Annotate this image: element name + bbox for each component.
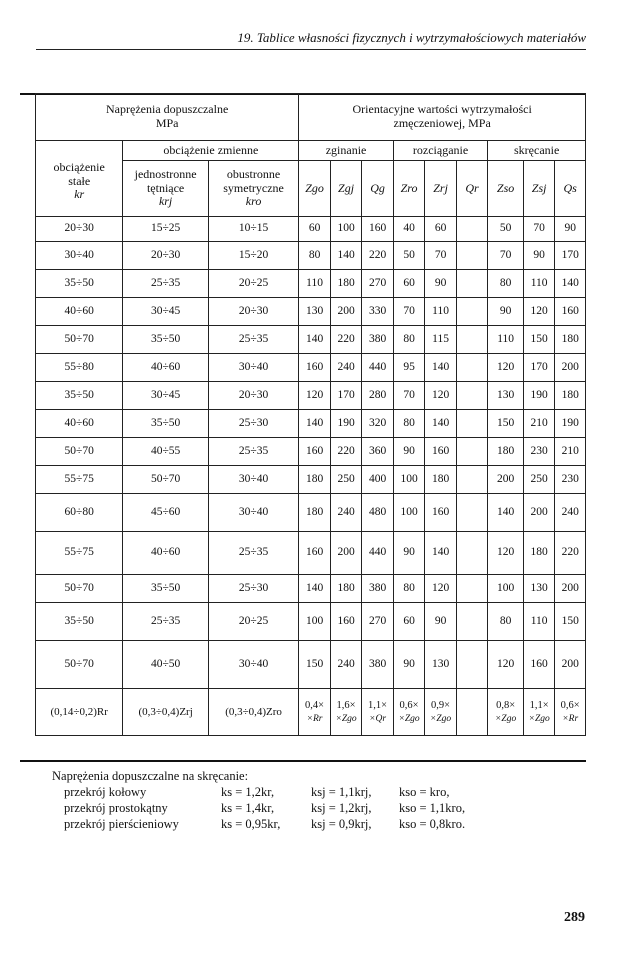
table-cell: 380 xyxy=(362,575,394,603)
table-cell: 250 xyxy=(523,466,555,494)
table-cell: 100 xyxy=(330,217,362,242)
table-cell: 15÷25 xyxy=(123,217,208,242)
table-cell: 440 xyxy=(362,354,394,382)
fatigue-strength-table-wrap xyxy=(35,93,586,736)
table-cell: 20÷30 xyxy=(208,382,299,410)
table-cell: 70 xyxy=(488,242,524,270)
table-cell: 140 xyxy=(488,494,524,532)
col-header-pulsating: jednostronne tętniące krj xyxy=(123,161,208,217)
table-cell: 480 xyxy=(362,494,394,532)
table-cell: 40÷60 xyxy=(36,410,123,438)
subheader-variable-load: obciążenie zmienne xyxy=(123,141,299,161)
table-cell: 35÷50 xyxy=(36,603,123,641)
table-cell: 240 xyxy=(330,641,362,689)
table-cell: 55÷75 xyxy=(36,532,123,575)
table-cell: 60 xyxy=(393,603,425,641)
table-cell: 90 xyxy=(393,641,425,689)
col-header-qr: Qr xyxy=(456,161,488,217)
torsion-notes xyxy=(52,768,489,832)
table-cell: 110 xyxy=(299,270,331,298)
table-cell: 50÷70 xyxy=(36,438,123,466)
table-row xyxy=(36,326,586,354)
table-cell: 60 xyxy=(393,270,425,298)
table-cell: 90 xyxy=(488,298,524,326)
table-cell: 55÷75 xyxy=(36,466,123,494)
col-header-qg: Qg xyxy=(362,161,394,217)
table-cell: 180 xyxy=(299,466,331,494)
table-cell: 55÷80 xyxy=(36,354,123,382)
table-cell: 115 xyxy=(425,326,457,354)
table-cell: 40÷60 xyxy=(36,298,123,326)
table-cell xyxy=(456,575,488,603)
table-cell: 45÷60 xyxy=(123,494,208,532)
table-cell: 120 xyxy=(425,382,457,410)
table-cell: 80 xyxy=(488,603,524,641)
coef-cell: 0,4× ×Rr xyxy=(299,689,331,736)
table-cell xyxy=(456,354,488,382)
table-cell: 170 xyxy=(330,382,362,410)
table-cell: 10÷15 xyxy=(208,217,299,242)
table-cell: 20÷25 xyxy=(208,603,299,641)
table-cell: 70 xyxy=(523,217,555,242)
cell-kr-formula: (0,14÷0,2)Rr xyxy=(36,689,123,736)
table-cell: 180 xyxy=(330,270,362,298)
table-cell: 160 xyxy=(299,438,331,466)
table-cell xyxy=(456,603,488,641)
table-cell xyxy=(456,641,488,689)
table-cell: 50÷70 xyxy=(123,466,208,494)
table-cell: 60÷80 xyxy=(36,494,123,532)
table-cell: 140 xyxy=(425,354,457,382)
running-header: 19. Tablice własności fizycznych i wytrzymałościowych materiałów xyxy=(237,30,586,45)
table-cell: 90 xyxy=(393,438,425,466)
table-cell: 60 xyxy=(299,217,331,242)
table-cell: 15÷20 xyxy=(208,242,299,270)
table-cell: 25÷35 xyxy=(208,532,299,575)
table-cell: 170 xyxy=(523,354,555,382)
table-cell: 270 xyxy=(362,270,394,298)
table-cell: 220 xyxy=(330,326,362,354)
table-row xyxy=(36,217,586,242)
table-cell: 120 xyxy=(488,532,524,575)
table-cell: 210 xyxy=(523,410,555,438)
table-cell: 200 xyxy=(555,641,586,689)
col-header-zrj: Zrj xyxy=(425,161,457,217)
notes-row: przekrój prostokątny ks = 1,4kr, ksj = 1,2krj, kso = 1,1kro, xyxy=(64,801,466,815)
table-cell: 140 xyxy=(299,575,331,603)
table-cell: 240 xyxy=(555,494,586,532)
table-cell: 25÷35 xyxy=(208,438,299,466)
table-cell: 20÷30 xyxy=(208,298,299,326)
table-cell: 190 xyxy=(523,382,555,410)
table-cell: 160 xyxy=(330,603,362,641)
table-bottom-rule xyxy=(20,760,586,762)
table-cell: 200 xyxy=(330,532,362,575)
table-row xyxy=(36,298,586,326)
page-number: 289 xyxy=(564,910,585,925)
table-cell xyxy=(456,466,488,494)
table-cell: 120 xyxy=(488,641,524,689)
table-cell: 80 xyxy=(299,242,331,270)
table-row xyxy=(36,242,586,270)
table-cell: 110 xyxy=(523,603,555,641)
table-cell: 40÷60 xyxy=(123,532,208,575)
table-cell: 140 xyxy=(299,410,331,438)
col-header-zgj: Zgj xyxy=(330,161,362,217)
table-cell: 35÷50 xyxy=(36,382,123,410)
table-row xyxy=(36,494,586,532)
table-cell xyxy=(456,270,488,298)
table-cell xyxy=(456,410,488,438)
table-cell: 100 xyxy=(299,603,331,641)
table-cell: 20÷30 xyxy=(36,217,123,242)
table-cell xyxy=(456,326,488,354)
table-cell: 30÷40 xyxy=(36,242,123,270)
table-cell: 180 xyxy=(330,575,362,603)
table-cell xyxy=(456,438,488,466)
table-cell: 35÷50 xyxy=(123,326,208,354)
table-cell: 50÷70 xyxy=(36,575,123,603)
table-cell: 160 xyxy=(523,641,555,689)
table-cell: 90 xyxy=(523,242,555,270)
table-row xyxy=(36,466,586,494)
table-cell: 250 xyxy=(330,466,362,494)
table-cell: 160 xyxy=(555,298,586,326)
col-header-zsj: Zsj xyxy=(523,161,555,217)
table-cell: 140 xyxy=(425,532,457,575)
table-cell: 50 xyxy=(488,217,524,242)
table-cell: 40÷50 xyxy=(123,641,208,689)
table-cell: 40÷55 xyxy=(123,438,208,466)
table-cell: 90 xyxy=(425,270,457,298)
table-cell: 50÷70 xyxy=(36,326,123,354)
group-header-fatigue: Orientacyjne wartości wytrzymałości zmęczeniowej, MPa xyxy=(299,94,586,141)
notes-row: przekrój kołowy ks = 1,2kr, ksj = 1,1krj, kso = kro, xyxy=(64,785,450,799)
table-cell: 70 xyxy=(393,298,425,326)
table-cell: 50÷70 xyxy=(36,641,123,689)
table-cell: 30÷45 xyxy=(123,298,208,326)
table-cell: 70 xyxy=(393,382,425,410)
table-cell: 150 xyxy=(555,603,586,641)
table-cell: 80 xyxy=(393,575,425,603)
col-header-zro: Zro xyxy=(393,161,425,217)
table-cell: 35÷50 xyxy=(36,270,123,298)
coef-cell: 0,9× ×Zgo xyxy=(425,689,457,736)
table-cell: 50 xyxy=(393,242,425,270)
col-header-zso: Zso xyxy=(488,161,524,217)
table-cell: 200 xyxy=(555,354,586,382)
table-cell: 330 xyxy=(362,298,394,326)
table-cell: 180 xyxy=(555,382,586,410)
table-cell: 120 xyxy=(425,575,457,603)
coef-cell xyxy=(456,689,488,736)
table-cell: 90 xyxy=(555,217,586,242)
table-cell: 150 xyxy=(523,326,555,354)
table-cell: 140 xyxy=(555,270,586,298)
table-row xyxy=(36,382,586,410)
coef-cell: 0,6× ×Rr xyxy=(555,689,586,736)
table-row xyxy=(36,532,586,575)
table-cell: 180 xyxy=(488,438,524,466)
table-cell: 180 xyxy=(523,532,555,575)
col-header-alternating: obustronne symetryczne kro xyxy=(208,161,299,217)
table-cell: 130 xyxy=(488,382,524,410)
subheader-torsion: skręcanie xyxy=(488,141,586,161)
coef-cell: 0,8× ×Zgo xyxy=(488,689,524,736)
subheader-bending: zginanie xyxy=(299,141,394,161)
table-cell: 100 xyxy=(393,466,425,494)
table-cell: 100 xyxy=(488,575,524,603)
table-cell: 110 xyxy=(425,298,457,326)
table-cell: 120 xyxy=(523,298,555,326)
table-cell: 70 xyxy=(425,242,457,270)
notes-row: przekrój pierścieniowy ks = 0,95kr, ksj = 0,9krj, kso = 0,8kro. xyxy=(64,817,466,831)
table-cell: 150 xyxy=(299,641,331,689)
table-cell: 200 xyxy=(330,298,362,326)
header-rule xyxy=(36,49,586,50)
table-cell: 160 xyxy=(362,217,394,242)
table-cell xyxy=(456,242,488,270)
table-body xyxy=(36,217,586,689)
table-cell xyxy=(456,382,488,410)
table-cell: 60 xyxy=(425,217,457,242)
table-cell: 230 xyxy=(523,438,555,466)
table-row-formula xyxy=(36,689,586,736)
table-cell: 40÷60 xyxy=(123,354,208,382)
cell-kro-formula: (0,3÷0,4)Zro xyxy=(208,689,299,736)
table-cell: 360 xyxy=(362,438,394,466)
table-cell: 190 xyxy=(330,410,362,438)
table-cell: 30÷40 xyxy=(208,466,299,494)
table-cell: 150 xyxy=(488,410,524,438)
table-cell: 160 xyxy=(299,354,331,382)
subheader-tension: rozciąganie xyxy=(393,141,488,161)
table-cell: 400 xyxy=(362,466,394,494)
table-cell: 25÷35 xyxy=(123,270,208,298)
table-cell: 25÷30 xyxy=(208,575,299,603)
table-cell: 30÷40 xyxy=(208,354,299,382)
table-cell: 40 xyxy=(393,217,425,242)
table-cell: 25÷35 xyxy=(123,603,208,641)
table-cell: 190 xyxy=(555,410,586,438)
table-cell: 95 xyxy=(393,354,425,382)
table-row xyxy=(36,575,586,603)
col-header-qs: Qs xyxy=(555,161,586,217)
table-cell: 130 xyxy=(523,575,555,603)
table-cell: 270 xyxy=(362,603,394,641)
table-cell xyxy=(456,532,488,575)
table-cell: 200 xyxy=(555,575,586,603)
table-cell: 80 xyxy=(488,270,524,298)
table-cell: 210 xyxy=(555,438,586,466)
table-cell: 180 xyxy=(299,494,331,532)
table-cell xyxy=(456,494,488,532)
table-cell: 30÷40 xyxy=(208,641,299,689)
table-cell: 440 xyxy=(362,532,394,575)
table-cell xyxy=(456,217,488,242)
table-cell: 130 xyxy=(425,641,457,689)
table-cell: 240 xyxy=(330,494,362,532)
table-cell: 200 xyxy=(523,494,555,532)
table-cell: 110 xyxy=(488,326,524,354)
table-cell: 380 xyxy=(362,641,394,689)
cell-krj-formula: (0,3÷0,4)Zrj xyxy=(123,689,208,736)
table-cell: 100 xyxy=(393,494,425,532)
table-cell: 25÷30 xyxy=(208,410,299,438)
table-cell: 20÷25 xyxy=(208,270,299,298)
table-cell: 220 xyxy=(362,242,394,270)
table-cell: 180 xyxy=(555,326,586,354)
table-cell: 140 xyxy=(425,410,457,438)
table-row xyxy=(36,641,586,689)
table-cell: 160 xyxy=(425,494,457,532)
coef-cell: 1,6× ×Zgo xyxy=(330,689,362,736)
table-cell: 220 xyxy=(330,438,362,466)
table-cell: 280 xyxy=(362,382,394,410)
table-cell: 320 xyxy=(362,410,394,438)
table-row xyxy=(36,603,586,641)
table-cell: 90 xyxy=(425,603,457,641)
table-cell: 35÷50 xyxy=(123,410,208,438)
table-cell: 35÷50 xyxy=(123,575,208,603)
table-row xyxy=(36,438,586,466)
table-cell: 140 xyxy=(330,242,362,270)
table-cell: 80 xyxy=(393,410,425,438)
table-cell: 30÷45 xyxy=(123,382,208,410)
col-header-zgo: Zgo xyxy=(299,161,331,217)
table-cell: 240 xyxy=(330,354,362,382)
table-cell: 120 xyxy=(488,354,524,382)
table-cell: 160 xyxy=(425,438,457,466)
table-cell: 170 xyxy=(555,242,586,270)
notes-title: Naprężenia dopuszczalne na skręcanie: xyxy=(52,769,249,783)
table-cell: 110 xyxy=(523,270,555,298)
table-cell xyxy=(456,298,488,326)
table-cell: 130 xyxy=(299,298,331,326)
table-cell: 90 xyxy=(393,532,425,575)
table-cell: 80 xyxy=(393,326,425,354)
table-cell: 230 xyxy=(555,466,586,494)
table-row xyxy=(36,354,586,382)
fatigue-strength-table xyxy=(35,93,586,736)
coef-cell: 1,1× ×Zgo xyxy=(523,689,555,736)
table-cell: 25÷35 xyxy=(208,326,299,354)
table-cell: 200 xyxy=(488,466,524,494)
table-cell: 20÷30 xyxy=(123,242,208,270)
group-header-allowable: Naprężenia dopuszczalne MPa xyxy=(36,94,299,141)
table-row xyxy=(36,410,586,438)
table-cell: 140 xyxy=(299,326,331,354)
table-cell: 220 xyxy=(555,532,586,575)
table-cell: 380 xyxy=(362,326,394,354)
coef-cell: 0,6× ×Zgo xyxy=(393,689,425,736)
table-cell: 160 xyxy=(299,532,331,575)
table-row xyxy=(36,270,586,298)
table-cell: 120 xyxy=(299,382,331,410)
coef-cell: 1,1× ×Qr xyxy=(362,689,394,736)
table-cell: 180 xyxy=(425,466,457,494)
table-cell: 30÷40 xyxy=(208,494,299,532)
col-header-static: obciążenie stałe kr xyxy=(36,141,123,217)
